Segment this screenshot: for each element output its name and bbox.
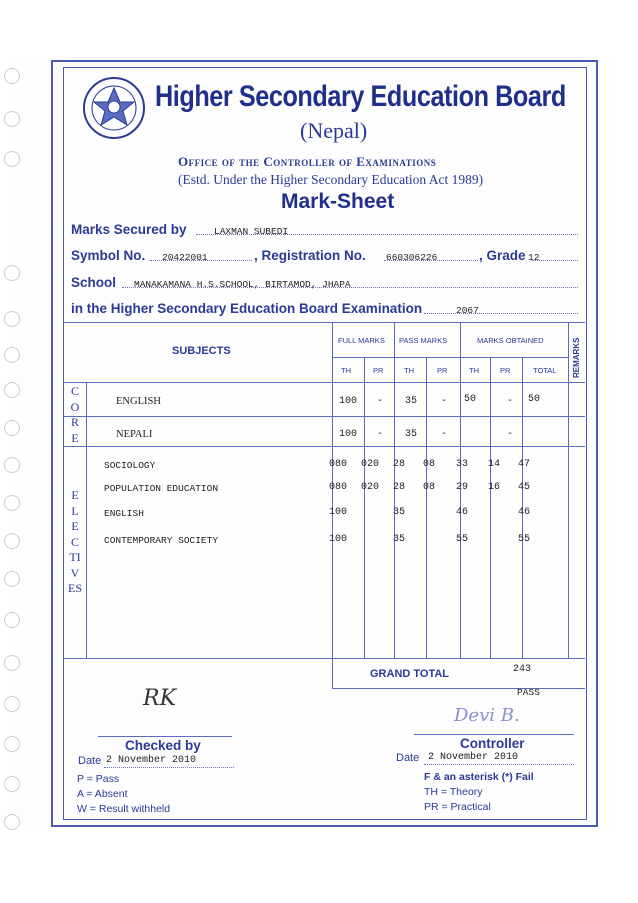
- table-cell: 28: [393, 459, 406, 470]
- controller-date: 2 November 2010: [428, 752, 519, 763]
- school-label: School: [71, 275, 117, 290]
- table-cell: 46: [518, 507, 531, 518]
- result-status: PASS: [517, 687, 540, 698]
- board-emblem-icon: [82, 76, 146, 140]
- table-cell: 29: [456, 482, 469, 493]
- table-rule: [490, 357, 491, 658]
- elective-subject: CONTEMPORARY SOCIETY: [104, 535, 219, 546]
- pm-th-header: TH: [404, 366, 414, 375]
- registration-no: 660306226: [386, 252, 438, 263]
- binder-hole: [4, 696, 20, 712]
- table-cell: 14: [488, 459, 501, 470]
- marks-obtained-header: MARKS OBTAINED: [477, 336, 544, 345]
- binder-hole: [4, 736, 20, 752]
- table-rule: [64, 322, 585, 323]
- table-cell: 45: [518, 482, 531, 493]
- table-cell: -: [507, 429, 514, 440]
- table-rule: [64, 446, 585, 447]
- exam-dotted-line: [424, 313, 578, 314]
- binder-hole: [4, 571, 20, 587]
- grade-value: 12: [528, 252, 540, 263]
- table-rule: [332, 322, 333, 688]
- grand-total-value: 243: [513, 664, 532, 675]
- country-name: (Nepal): [300, 118, 368, 143]
- binder-hole: [4, 111, 20, 127]
- registration-label: , Registration No.: [254, 248, 366, 263]
- table-rule: [86, 382, 87, 658]
- exam-label: in the Higher Secondary Education Board Examination: [71, 301, 423, 316]
- establishment-note: (Estd. Under the Higher Secondary Education Act 1989): [178, 172, 484, 187]
- table-cell: 35: [405, 396, 418, 407]
- table-cell: 50: [464, 394, 477, 405]
- elective-subject: POPULATION EDUCATION: [104, 483, 219, 494]
- checked-by-label: Checked by: [125, 738, 201, 753]
- checker-initials-signature: RK: [143, 686, 176, 711]
- table-cell: -: [441, 429, 448, 440]
- electives-section-label: ELECTIVES: [68, 488, 83, 595]
- binder-hole: [4, 655, 20, 671]
- binder-hole: [4, 151, 20, 167]
- checked-date-dotted-line: [104, 767, 234, 768]
- symbol-no-label: Symbol No.: [71, 248, 146, 263]
- mo-th-header: TH: [469, 366, 479, 375]
- checked-date: 2 November 2010: [106, 755, 197, 766]
- table-rule: [64, 382, 585, 383]
- document-title: Mark-Sheet: [281, 190, 395, 213]
- binder-hole: [4, 311, 20, 327]
- table-cell: 35: [405, 429, 418, 440]
- controller-rule: [414, 734, 574, 735]
- board-title: Higher Secondary Education Board: [155, 80, 566, 113]
- binder-hole: [4, 457, 20, 473]
- table-rule: [64, 416, 585, 417]
- binder-hole: [4, 533, 20, 549]
- controller-date-label: Date: [396, 752, 420, 764]
- binder-hole: [4, 776, 20, 792]
- table-cell: -: [441, 396, 448, 407]
- fm-th-header: TH: [341, 366, 351, 375]
- binder-hole: [4, 347, 20, 363]
- legend-practical: PR = Practical: [424, 801, 491, 813]
- fm-pr-header: PR: [373, 366, 384, 375]
- school-name: MANAKAMANA H.S.SCHOOL, BIRTAMOD, JHAPA: [134, 279, 351, 290]
- table-cell: 35: [393, 507, 406, 518]
- office-name: Office of the Controller of Examinations: [178, 154, 437, 169]
- binder-hole: [4, 265, 20, 281]
- table-cell: -: [377, 429, 384, 440]
- table-cell: 100: [339, 429, 358, 440]
- binder-hole: [4, 612, 20, 628]
- table-rule: [426, 357, 427, 658]
- table-rule: [332, 688, 585, 689]
- table-cell: 100: [339, 396, 358, 407]
- legend-fail: F & an asterisk (*) Fail: [424, 771, 534, 783]
- controller-signature: Devi B.: [454, 705, 520, 726]
- grand-total-label: GRAND TOTAL: [370, 668, 450, 680]
- table-cell: 020: [361, 482, 380, 493]
- elective-subject: SOCIOLOGY: [104, 460, 156, 471]
- table-cell: 55: [456, 534, 469, 545]
- controller-label: Controller: [460, 736, 525, 751]
- checked-date-label: Date: [78, 755, 102, 767]
- table-cell: 16: [488, 482, 501, 493]
- mo-pr-header: PR: [500, 366, 511, 375]
- table-cell: 50: [528, 394, 541, 405]
- subjects-header: SUBJECTS: [172, 345, 231, 357]
- symbol-no: 20422001: [162, 252, 208, 263]
- core-section-label: CORE: [70, 384, 80, 445]
- elective-subject: ENGLISH: [104, 508, 144, 519]
- table-cell: 08: [423, 482, 436, 493]
- table-cell: 47: [518, 459, 531, 470]
- legend-theory: TH = Theory: [424, 786, 483, 798]
- table-cell: 08: [423, 459, 436, 470]
- total-header: TOTAL: [533, 366, 557, 375]
- core-subject: NEPALI: [116, 429, 153, 440]
- pm-pr-header: PR: [437, 366, 448, 375]
- legend-withheld: W = Result withheld: [77, 803, 171, 815]
- table-cell: 35: [393, 534, 406, 545]
- pass-marks-header: PASS MARKS: [399, 336, 448, 345]
- exam-year: 2067: [456, 305, 479, 316]
- table-cell: 55: [518, 534, 531, 545]
- legend-absent: A = Absent: [77, 788, 128, 800]
- table-rule: [332, 357, 568, 358]
- table-cell: 28: [393, 482, 406, 493]
- binder-hole: [4, 382, 20, 398]
- binder-hole: [4, 814, 20, 830]
- table-cell: 020: [361, 459, 380, 470]
- grade-label: , Grade: [479, 248, 526, 263]
- legend-pass: P = Pass: [77, 773, 120, 785]
- table-cell: 100: [329, 507, 348, 518]
- table-cell: -: [377, 396, 384, 407]
- table-cell: 46: [456, 507, 469, 518]
- core-subject: ENGLISH: [116, 396, 161, 407]
- table-rule: [568, 322, 569, 658]
- table-cell: 33: [456, 459, 469, 470]
- binder-hole: [4, 68, 20, 84]
- table-cell: 080: [329, 459, 348, 470]
- controller-date-dotted-line: [424, 764, 574, 765]
- checked-by-rule: [98, 736, 232, 737]
- remarks-header: REMARKS: [572, 337, 581, 378]
- table-rule: [64, 658, 585, 659]
- marks-secured-label: Marks Secured by: [71, 222, 187, 237]
- binder-hole: [4, 420, 20, 436]
- table-cell: 100: [329, 534, 348, 545]
- full-marks-header: FULL MARKS: [338, 336, 385, 345]
- table-cell: 080: [329, 482, 348, 493]
- student-name: LAXMAN SUBEDI: [214, 226, 289, 237]
- table-cell: -: [507, 396, 514, 407]
- table-rule: [364, 357, 365, 658]
- binder-hole: [4, 495, 20, 511]
